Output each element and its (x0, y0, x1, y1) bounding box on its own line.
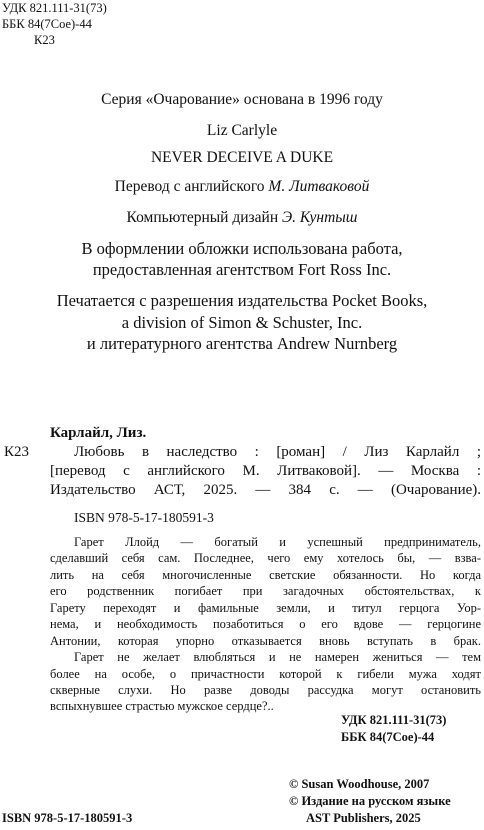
annotation-p1-line-1: Гарет Ллойд — богатый и успешный предприниматель, (74, 535, 481, 549)
translation-prefix: Перевод с английского (114, 178, 269, 195)
original-author: Liz Carlyle (206, 122, 278, 139)
annotation-p2-line-1: Гарет не желает влюбляться и не намерен жениться — тем (74, 650, 481, 664)
annotation-p1-line-2: сделавший себя сам. Последнее, чего ему хотелось бы, — взва- (50, 551, 481, 565)
permission-line-1: Печатается с разрешения издательства Pocket Books, (56, 291, 428, 310)
cover-note-line-1: В оформлении обложки использована работа, (81, 239, 403, 258)
annotation-p1-line-5: Гарету переходят и фамильные земли, и титул герцога Уор- (50, 601, 481, 615)
author-code-top: К23 (34, 33, 55, 47)
design-credit (0, 208, 484, 228)
annotation-p1-line-3: лить на себя многочисленные светские обязанности. Но когда (50, 568, 481, 582)
biblio-line-1: Любовь в наследство : [роман] / Лиз Карлайл ; (74, 444, 481, 460)
translation-credit (0, 177, 484, 197)
design-prefix: Компьютерный дизайн (126, 209, 282, 226)
permission-line-2: a division of Simon & Schuster, Inc. (121, 313, 363, 332)
cover-note-line-2: предоставленная агентством Fort Ross Inc. (92, 260, 392, 279)
annotation-p2-line-2: более на особе, о причастности которой к гибели мужа ходят (50, 667, 481, 681)
bbk-code-right: ББК 84(7Сое)-44 (341, 730, 435, 744)
biblio-line-3: Издательство АСТ, 2025. — 384 с. — (Очарование). (50, 482, 481, 498)
permission-line-3: и литературного агентства Andrew Nurnberg (86, 334, 398, 353)
annotation-p1-line-6: нема, и необходимость позаботиться о его вдове — герцогине (50, 617, 481, 631)
copyright-line-1: © Susan Woodhouse, 2007 (289, 777, 430, 791)
udk-code-top: УДК 821.111-31(73) (2, 1, 107, 15)
series-line: Серия «Очарование» основана в 1996 году (101, 91, 383, 108)
designer-name: Э. Кунтыш (282, 209, 358, 226)
copyright-line-3: AST Publishers, 2025 (306, 811, 421, 825)
annotation-p1-line-4: его родственник погибает при загадочных обстоятельствах, к (50, 584, 481, 598)
annotation-p2-line-4: вспыхнувшее страстью мужское сердце?.. (50, 699, 274, 713)
copyright-line-2: © Издание на русском языке (289, 794, 451, 808)
biblio-heading: Карлайл, Лиз. (50, 425, 147, 441)
biblio-line-2: [перевод с английского М. Литваковой]. — Москва : (50, 463, 481, 479)
bbk-code-top: ББК 84(7Сое)-44 (2, 17, 92, 31)
isbn-bottom: ISBN 978-5-17-180591-3 (2, 811, 133, 825)
original-title: NEVER DECEIVE A DUKE (150, 149, 334, 166)
biblio-code: К23 (4, 444, 30, 460)
annotation-p1-line-7: Антонии, которая упорно отказывается вновь вступать в брак. (50, 634, 481, 648)
udk-code-right: УДК 821.111-31(73) (341, 713, 447, 727)
biblio-isbn: ISBN 978-5-17-180591-3 (74, 510, 214, 525)
annotation-p2-line-3: скверные слухи. Но разве доводы рассудка могут остановить (50, 683, 481, 697)
translator-name: М. Литваковой (268, 178, 370, 195)
